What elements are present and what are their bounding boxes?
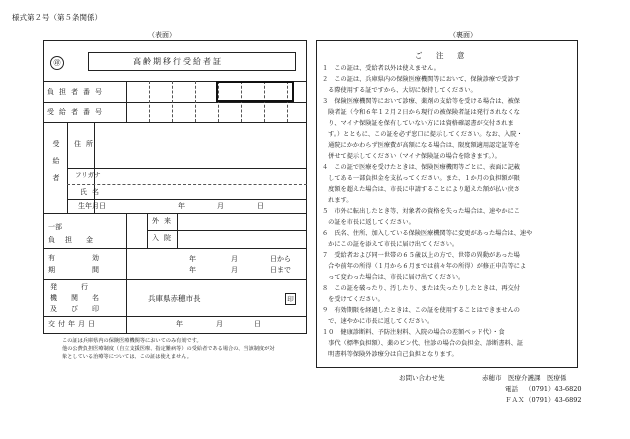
note-line-17: かにこの証を添えて市長に届け出てください。	[322, 241, 459, 248]
fax-number: （0791）43-6892	[525, 396, 582, 404]
validity-label-4: 間	[92, 266, 99, 274]
outpatient-label: 外来	[152, 217, 176, 225]
note-line-16: ６ 氏名、住所、加入している保険医療機関等に変更があった場合は、速や	[322, 230, 533, 237]
note-line-18: ７ 受給者および同一世帯の６５歳以上の方で、世帯の異動があった場	[322, 252, 520, 259]
note-line-22: を受けてください。	[322, 296, 384, 303]
issuer-name: 兵庫県赤穂市長	[148, 294, 201, 303]
birthdate-day-unit: 日	[257, 202, 264, 210]
validity-label-1: 有	[48, 254, 55, 262]
check-digit-box	[216, 81, 294, 102]
notice-title: ご 注 意	[415, 51, 468, 60]
note-line-26: 事代（標準負担額）、薬のビン代、往診の場合の負担金、診断書料、証	[322, 340, 524, 347]
note-line-2: ２ この証は、兵庫県内の保険医療機関等において、保険診療で受診す	[322, 76, 520, 83]
copay-futan-label: 負担	[48, 236, 82, 244]
note-line-5: 険者証（令和６年１２月２日から現行の被保険者証は発行されなくな	[322, 109, 520, 116]
issue-year-unit: 年	[176, 320, 183, 328]
seal-mark: ㊞	[50, 56, 64, 70]
furigana-label: フリガナ	[75, 171, 101, 179]
phone-number: （0791）43-6820	[525, 385, 582, 393]
note-line-24: で、速やかに市長に返してください。	[322, 318, 434, 325]
valid-to-year-unit: 年	[189, 266, 196, 274]
note-line-6: り、マイナ保険証を保有していない方には資格確認書が交付されま	[322, 120, 514, 127]
birthdate-label: 生年月日	[78, 202, 106, 210]
address-label: 住所	[74, 140, 98, 148]
footnote-1: この証は兵庫県内の保険医療機関等においてのみ有効です。	[62, 338, 202, 344]
valid-from-month-unit: 月	[231, 255, 238, 263]
note-line-4: ３ 保険医療機関等において診療、薬剤の支給等を受ける場合は、被保	[322, 98, 520, 105]
payer-number-label: 負担者番号	[47, 88, 107, 96]
note-line-1: １ この証は、受給者以外は使えません。	[322, 65, 440, 72]
valid-from-day-unit: 日から	[270, 255, 291, 263]
note-line-21: ８ この証を破ったり、汚したり、または失ったりしたときは、再交付	[322, 285, 520, 292]
note-line-13: れます。	[322, 197, 353, 204]
recipient-group-label: 受給者	[52, 140, 60, 191]
fax-label: ＦＡＸ	[505, 396, 525, 404]
note-line-9: 併せて提示してください（マイナ保険証の場合を除きます。）。	[322, 153, 501, 160]
valid-from-year-unit: 年	[189, 255, 196, 263]
valid-to-month-unit: 月	[231, 266, 238, 274]
issuer-label-2: 機関名	[50, 294, 113, 302]
validity-label-2: 効	[92, 254, 99, 262]
valid-to-day-unit: 日まで	[270, 266, 291, 274]
issue-month-unit: 月	[216, 320, 223, 328]
back-side-label: （裏面）	[449, 31, 477, 39]
contact-org: 赤穂市 医療介護課 医療係	[482, 374, 567, 382]
front-side-label: （表面）	[148, 31, 176, 39]
note-line-12: 度額を超えた場合は、市長に申請することにより超えた額が払い戻さ	[322, 186, 520, 193]
note-line-8: 通院にかかわらず医療費が高額になる場合は、限度額適用認定証等を	[322, 142, 520, 149]
birthdate-year-unit: 年	[178, 202, 185, 210]
note-line-7: す。）とともに、この証を必ず窓口に提示してください。なお、入院・	[322, 131, 523, 138]
issuer-stamp: 印	[285, 293, 296, 305]
footnote-2: 他の公費負担医療制度（自立支援医療、指定難病等）の受給者である場合の、当該制度が対	[62, 346, 275, 352]
note-line-25: １０ 健康診断料、予防注射料、入院の場合の差額ベッド代）・食	[322, 329, 505, 336]
note-line-14: ５ 市外に転出したとき等、対象者の資格を失った場合は、速やかにこ	[322, 208, 520, 215]
issuer-label-1: 発行	[50, 283, 112, 291]
issue-day-unit: 日	[254, 320, 261, 328]
copay-ichi-label: 一部	[48, 223, 62, 231]
issuer-label-3: 及び印	[50, 305, 113, 313]
note-line-10: ４ この証で医療を受けたときは、保険医療機関等ごとに、表面に記載	[322, 164, 520, 171]
phone-label: 電話	[505, 385, 518, 393]
page-title: 高齢期移行受給者証	[133, 57, 223, 66]
note-line-3: る際使用する証ですから、大切に保持してください。	[322, 87, 477, 94]
recipient-number-label: 受給者番号	[47, 108, 107, 116]
note-line-23: ９ 有効期限を経過したときは、この証を使用することはできませんの	[322, 307, 520, 314]
contact-label: お問い合わせ先	[399, 374, 445, 382]
birthdate-month-unit: 月	[217, 202, 224, 210]
note-line-15: の証を市長に返してください。	[322, 219, 415, 226]
note-line-27: 明書料等保険外診療分は自己負担となります。	[322, 351, 458, 358]
form-number: 様式第２号（第５条関係）	[12, 13, 102, 22]
copay-kin-label: 金	[86, 236, 93, 244]
issue-date-label: 交付年月日	[48, 320, 98, 328]
footnote-3: 象としている治療等については、この証は使えません。	[62, 354, 192, 360]
note-line-20: って変わった場合は、市長に届け出てください。	[322, 274, 465, 281]
inpatient-label: 入院	[152, 234, 176, 242]
name-label: 氏名	[80, 188, 104, 196]
note-line-11: してある一部負担金を支払ってください。また、１か月の負担額が限	[322, 175, 520, 182]
note-line-19: 合や前年の所得（１月から６月までは前々年の所得）が修正申告等によ	[322, 263, 527, 270]
validity-label-3: 期	[48, 266, 55, 274]
